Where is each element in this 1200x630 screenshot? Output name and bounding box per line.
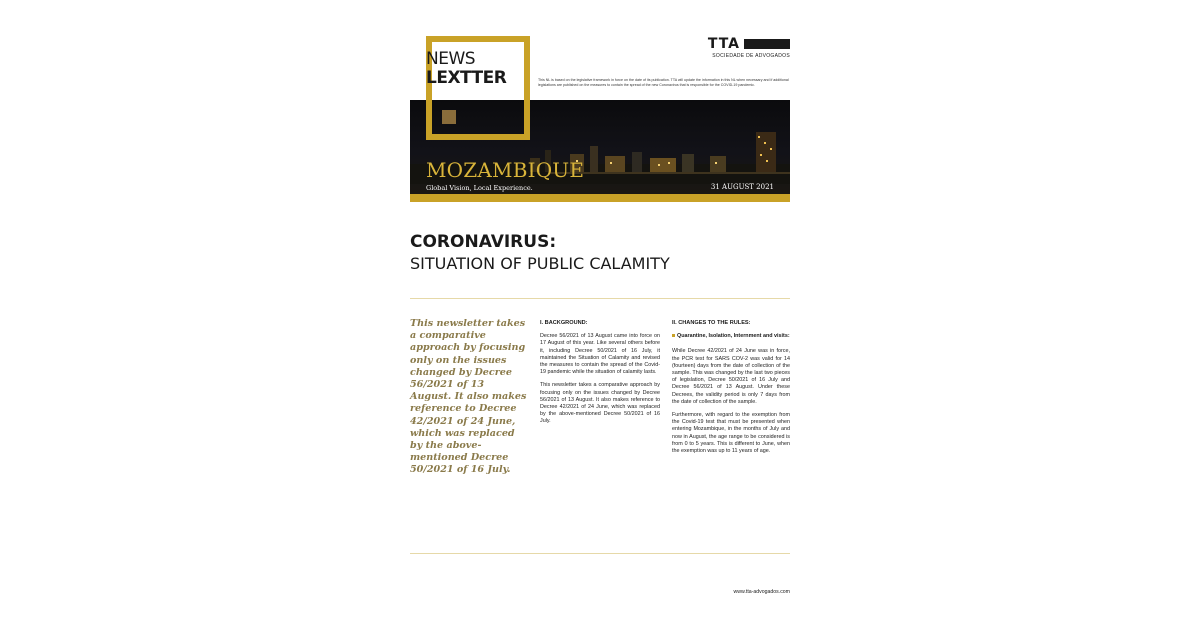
section-heading: I. BACKGROUND: xyxy=(540,320,588,326)
bullet-icon xyxy=(672,334,675,337)
issue-date: 31 AUGUST 2021 xyxy=(710,183,774,191)
background-column xyxy=(540,320,660,432)
gold-strip xyxy=(410,194,790,202)
firm-subtitle: SOCIEDADE DE ADVOGADOS xyxy=(712,53,790,59)
logo-line-1: NEWS xyxy=(426,49,476,69)
footer-url[interactable]: www.tta-advogados.com xyxy=(733,589,790,595)
bullet-label: Quarantine, Isolation, Internment and visits: xyxy=(677,333,790,340)
bullet-item xyxy=(672,333,790,340)
logo-line-2: LEXTTER xyxy=(426,68,507,88)
paragraph: This newsletter takes a comparative approach by focusing only on the issues changed by Decree 56/2021 of 13 August. It also makes reference to Decree 42/2021 of 24 June, which was replaced by the above-mentioned Decree 50/2021 of 16 July. xyxy=(540,382,660,425)
firm-bar xyxy=(744,39,790,49)
paragraph: While Decree 42/2021 of 24 June was in force, the PCR test for SARS COV-2 was valid for 14 (fourteen) days from the date of collection of the sample. This was changed by the last two pieces of legislation, Decree 50/2021 of 16 July and Decree 56/2021 of 13 August. Under these Decrees, the validity period is only 7 days from the date of collection of the sample. xyxy=(672,348,790,405)
paragraph: Furthermore, with regard to the exemption from the Covid-19 test that must be presented when entering Mozambique, in the months of July and now in August, the age range to be considered is from 0 to 5 years. This is different to June, when the exemption was up to 11 years of age. xyxy=(672,412,790,455)
newsletter-page xyxy=(410,0,790,630)
changes-column xyxy=(672,320,790,461)
page-subtitle: SITUATION OF PUBLIC CALAMITY xyxy=(410,254,670,273)
newsletter-logo xyxy=(426,50,506,88)
logo-square-icon xyxy=(442,110,456,124)
divider xyxy=(410,298,790,299)
page-title: CORONAVIRUS: xyxy=(410,232,557,252)
paragraph: Decree 56/2021 of 13 August came into force on 17 August of this year. Like several others before it, including Decree 50/2021 of 16 July, it maintained the Situation of Calamity and revised the measures to contain the spread of the Covid-19 pandemic while the situation of calamity lasts. xyxy=(540,333,660,376)
firm-logo xyxy=(708,36,790,59)
divider xyxy=(410,553,790,554)
hero-country: MOZAMBIQUE xyxy=(426,158,585,182)
section-heading: II. CHANGES TO THE RULES: xyxy=(672,320,751,326)
intro-quote: This newsletter takes a comparative approach by focusing only on the issues changed by Decree 56/2021 of 13 August. It also makes reference to Decree 42/2021 of 24 June, which was replaced by the above-mentioned Decree 50/2021 of 16 July. xyxy=(410,318,527,476)
disclaimer-text: This NL is based on the legislative framework in force on the date of its publication. TTA will update the information in this NL when necessary and if additional legislations are published on the measures to contain the spread of the new Coronavirus that is responsible for the COVID-19 pandemic. xyxy=(538,78,789,87)
hero-tagline: Global Vision, Local Experience. xyxy=(426,184,533,192)
firm-name: TTA xyxy=(707,36,740,52)
